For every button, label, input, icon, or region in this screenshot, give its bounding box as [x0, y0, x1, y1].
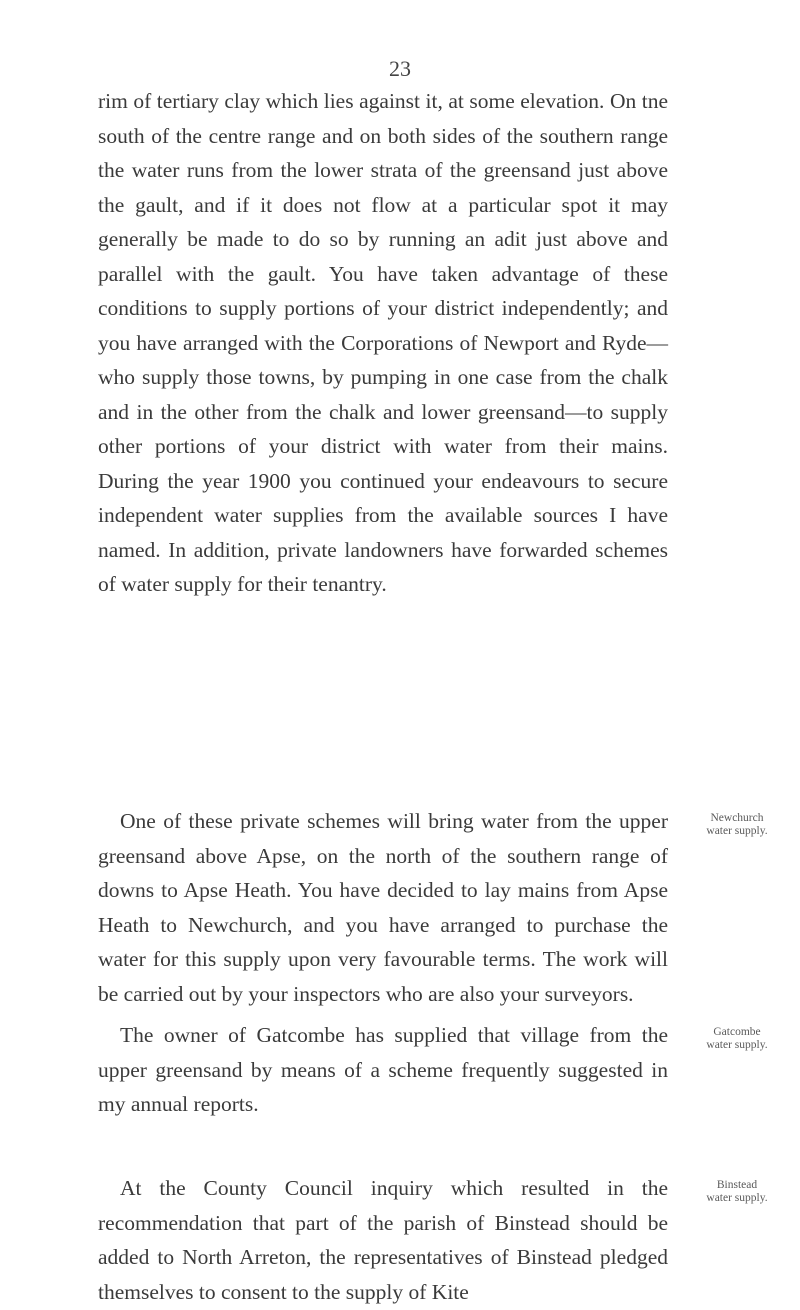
sidenote-line: water supply.: [706, 825, 768, 837]
paragraph-4: At the County Council inquiry which resulted in the recommendation that part of the parish of Binstead should be added to North Arreton, the representatives of Binstead pledged themselves to consent to the supply of Kite: [98, 1176, 668, 1304]
sidenote-line: water supply.: [706, 1192, 768, 1204]
sidenote-line: Gatcombe: [713, 1026, 761, 1038]
sidenote-line: water supply.: [706, 1039, 768, 1051]
sidenote-line: Newchurch: [710, 812, 764, 824]
paragraph-2: One of these private schemes will bring water from the upper greensand above Apse, on the north of the southern range of downs to Apse Heath. You have decided to lay mains from Apse Heath to Newchurch, and you have arranged to purchase the water for this supply upon very favourable terms. The work will be carried out by your inspectors who are also your surveyors.: [98, 809, 668, 1006]
paragraph-1: rim of tertiary clay which lies against it, at some elevation. On tne south of the centre range and on both sides of the southern range the water runs from the lower strata of the greensand just above the gault, and if it does not flow at a particular spot it may generally be made to do so by running an adit just above and parallel with the gault. You have taken advantage of these conditions to supply portions of your district independently; and you have arranged with the Corporations of Newport and Ryde—who supply those towns, by pumping in one case from the chalk and in the other from the chalk and lower greensand—to supply other portions of your district with water from their mains. During the year 1900 you continued your endeavours to secure independent water supplies from the available sources I have named. In addition, private landowners have forwarded schemes of water supply for their tenantry.: [98, 89, 668, 596]
paragraph-3: The owner of Gatcombe has supplied that village from the upper greensand by means of a scheme frequently suggested in my annual reports.: [98, 1023, 668, 1116]
sidenote-newchurch: [677, 812, 797, 838]
sidenote-binstead: [677, 1179, 797, 1205]
page-number: 23: [389, 56, 411, 81]
sidenote-line: Binstead: [716, 1179, 758, 1191]
sidenote-gatcombe: [677, 1026, 797, 1052]
